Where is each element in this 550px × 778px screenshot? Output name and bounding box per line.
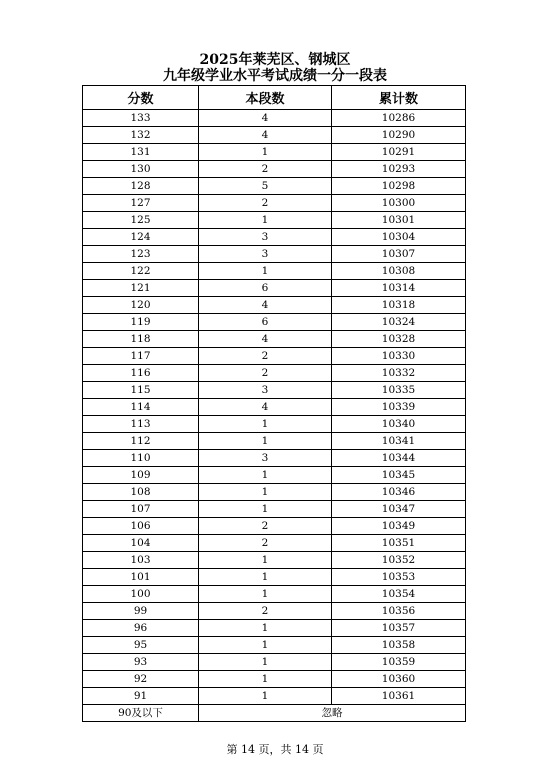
cell-cumulative-count: 10360 — [332, 671, 466, 688]
cell-score: 128 — [83, 178, 199, 195]
table-row — [83, 416, 466, 433]
table-row — [83, 688, 466, 705]
table-row — [83, 399, 466, 416]
table-row — [83, 467, 466, 484]
cell-score: 125 — [83, 212, 199, 229]
cell-cumulative-count: 10354 — [332, 586, 466, 603]
table-row — [83, 620, 466, 637]
cell-cumulative-count: 10332 — [332, 365, 466, 382]
cell-segment-count: 4 — [199, 110, 332, 127]
cell-score: 93 — [83, 654, 199, 671]
cell-segment-count: 1 — [199, 552, 332, 569]
cell-cumulative-count: 10286 — [332, 110, 466, 127]
cell-score: 100 — [83, 586, 199, 603]
cell-segment-count: 2 — [199, 195, 332, 212]
page-footer: 第 14 页，共 14 页 — [226, 743, 324, 756]
table-row — [83, 348, 466, 365]
cell-segment-count: 3 — [199, 450, 332, 467]
table-row — [83, 569, 466, 586]
cell-score: 110 — [83, 450, 199, 467]
cell-score: 115 — [83, 382, 199, 399]
table-row — [83, 195, 466, 212]
table-row — [83, 654, 466, 671]
cell-score: 127 — [83, 195, 199, 212]
cell-segment-count: 1 — [199, 586, 332, 603]
cell-score: 131 — [83, 144, 199, 161]
cell-score: 92 — [83, 671, 199, 688]
cell-cumulative-count: 10340 — [332, 416, 466, 433]
cell-score: 91 — [83, 688, 199, 705]
cell-segment-count: 1 — [199, 212, 332, 229]
cell-segment-count: 1 — [199, 433, 332, 450]
table-row — [83, 212, 466, 229]
cell-score: 124 — [83, 229, 199, 246]
cell-segment-count: 2 — [199, 535, 332, 552]
cell-cumulative-count: 10341 — [332, 433, 466, 450]
table-row — [83, 229, 466, 246]
table-row — [83, 671, 466, 688]
document-subtitle: 九年级学业水平考试成绩一分一段表 — [163, 68, 387, 84]
cell-segment-count: 1 — [199, 620, 332, 637]
table-row — [83, 637, 466, 654]
table-row — [83, 331, 466, 348]
table-row — [83, 263, 466, 280]
cell-segment-count: 2 — [199, 348, 332, 365]
cell-cumulative-count: 10293 — [332, 161, 466, 178]
cell-cumulative-count: 10290 — [332, 127, 466, 144]
cell-segment-count: 1 — [199, 501, 332, 518]
cell-segment-count: 1 — [199, 484, 332, 501]
cell-segment-count: 1 — [199, 654, 332, 671]
cell-cumulative-count: 10314 — [332, 280, 466, 297]
score-distribution-table — [82, 85, 466, 722]
table-row — [83, 110, 466, 127]
cell-score: 120 — [83, 297, 199, 314]
cell-cumulative-count: 10318 — [332, 297, 466, 314]
cell-segment-count: 6 — [199, 314, 332, 331]
cell-segment-count: 3 — [199, 382, 332, 399]
cell-cumulative-count: 10346 — [332, 484, 466, 501]
cell-score: 119 — [83, 314, 199, 331]
table-row — [83, 586, 466, 603]
table-row — [83, 433, 466, 450]
table-row — [83, 144, 466, 161]
table-row — [83, 484, 466, 501]
cell-segment-count: 1 — [199, 263, 332, 280]
cell-cumulative-count: 10328 — [332, 331, 466, 348]
cell-score: 108 — [83, 484, 199, 501]
cell-cumulative-count: 10298 — [332, 178, 466, 195]
table-last-row — [83, 705, 466, 722]
cell-segment-count: 1 — [199, 637, 332, 654]
cell-score: 95 — [83, 637, 199, 654]
cell-cumulative-count: 10345 — [332, 467, 466, 484]
cell-score: 103 — [83, 552, 199, 569]
cell-cumulative-count: 10300 — [332, 195, 466, 212]
table-header-row — [83, 86, 466, 110]
cell-segment-count: 2 — [199, 518, 332, 535]
cell-segment-count: 1 — [199, 671, 332, 688]
cell-score: 113 — [83, 416, 199, 433]
table-row — [83, 535, 466, 552]
cell-segment-count: 1 — [199, 416, 332, 433]
cell-cumulative-count: 10347 — [332, 501, 466, 518]
cell-segment-count: 4 — [199, 399, 332, 416]
table-row — [83, 178, 466, 195]
table-row — [83, 603, 466, 620]
cell-score: 123 — [83, 246, 199, 263]
cell-segment-count: 4 — [199, 331, 332, 348]
cell-segment-count: 2 — [199, 365, 332, 382]
cell-score: 109 — [83, 467, 199, 484]
cell-score: 130 — [83, 161, 199, 178]
cell-segment-count: 5 — [199, 178, 332, 195]
cell-score: 121 — [83, 280, 199, 297]
cell-cumulative-count: 10335 — [332, 382, 466, 399]
table-body — [83, 110, 466, 722]
cell-score: 107 — [83, 501, 199, 518]
table-row — [83, 314, 466, 331]
table-row — [83, 518, 466, 535]
table-row — [83, 450, 466, 467]
header-cumulative-count: 累计数 — [332, 86, 466, 110]
cell-segment-count: 2 — [199, 161, 332, 178]
cell-segment-count: 4 — [199, 127, 332, 144]
cell-segment-count: 1 — [199, 688, 332, 705]
cell-cumulative-count: 10304 — [332, 229, 466, 246]
cell-score: 101 — [83, 569, 199, 586]
table-row — [83, 127, 466, 144]
header-score: 分数 — [83, 86, 199, 110]
cell-segment-count: 6 — [199, 280, 332, 297]
cell-cumulative-count: 10330 — [332, 348, 466, 365]
cell-segment-count: 2 — [199, 603, 332, 620]
table-row — [83, 501, 466, 518]
cell-cumulative-count: 10339 — [332, 399, 466, 416]
cell-score: 117 — [83, 348, 199, 365]
cell-cumulative-count: 10358 — [332, 637, 466, 654]
cell-cumulative-count: 10344 — [332, 450, 466, 467]
table-row — [83, 246, 466, 263]
table-row — [83, 297, 466, 314]
cell-score: 106 — [83, 518, 199, 535]
cell-cumulative-count: 10291 — [332, 144, 466, 161]
table-row — [83, 280, 466, 297]
table-row — [83, 161, 466, 178]
cell-score: 116 — [83, 365, 199, 382]
cell-segment-count: 1 — [199, 569, 332, 586]
table-row — [83, 365, 466, 382]
cell-cumulative-count: 10353 — [332, 569, 466, 586]
cell-score: 133 — [83, 110, 199, 127]
cell-score: 122 — [83, 263, 199, 280]
cell-cumulative-count: 10357 — [332, 620, 466, 637]
cell-segment-count: 1 — [199, 144, 332, 161]
cell-segment-count: 1 — [199, 467, 332, 484]
table-row — [83, 382, 466, 399]
cell-score: 114 — [83, 399, 199, 416]
cell-cumulative-count: 10352 — [332, 552, 466, 569]
cell-cumulative-count: 10351 — [332, 535, 466, 552]
cell-note: 忽略 — [199, 705, 466, 722]
cell-cumulative-count: 10307 — [332, 246, 466, 263]
cell-score: 96 — [83, 620, 199, 637]
cell-score: 99 — [83, 603, 199, 620]
cell-score: 90及以下 — [83, 705, 199, 722]
cell-segment-count: 3 — [199, 229, 332, 246]
cell-cumulative-count: 10308 — [332, 263, 466, 280]
cell-segment-count: 3 — [199, 246, 332, 263]
cell-score: 104 — [83, 535, 199, 552]
header-segment-count: 本段数 — [199, 86, 332, 110]
table-row — [83, 552, 466, 569]
cell-cumulative-count: 10361 — [332, 688, 466, 705]
cell-cumulative-count: 10349 — [332, 518, 466, 535]
cell-cumulative-count: 10359 — [332, 654, 466, 671]
cell-score: 112 — [83, 433, 199, 450]
cell-cumulative-count: 10356 — [332, 603, 466, 620]
cell-segment-count: 4 — [199, 297, 332, 314]
cell-cumulative-count: 10324 — [332, 314, 466, 331]
cell-score: 118 — [83, 331, 199, 348]
document-title: 2025年莱芜区、钢城区 — [199, 52, 351, 68]
cell-score: 132 — [83, 127, 199, 144]
cell-cumulative-count: 10301 — [332, 212, 466, 229]
